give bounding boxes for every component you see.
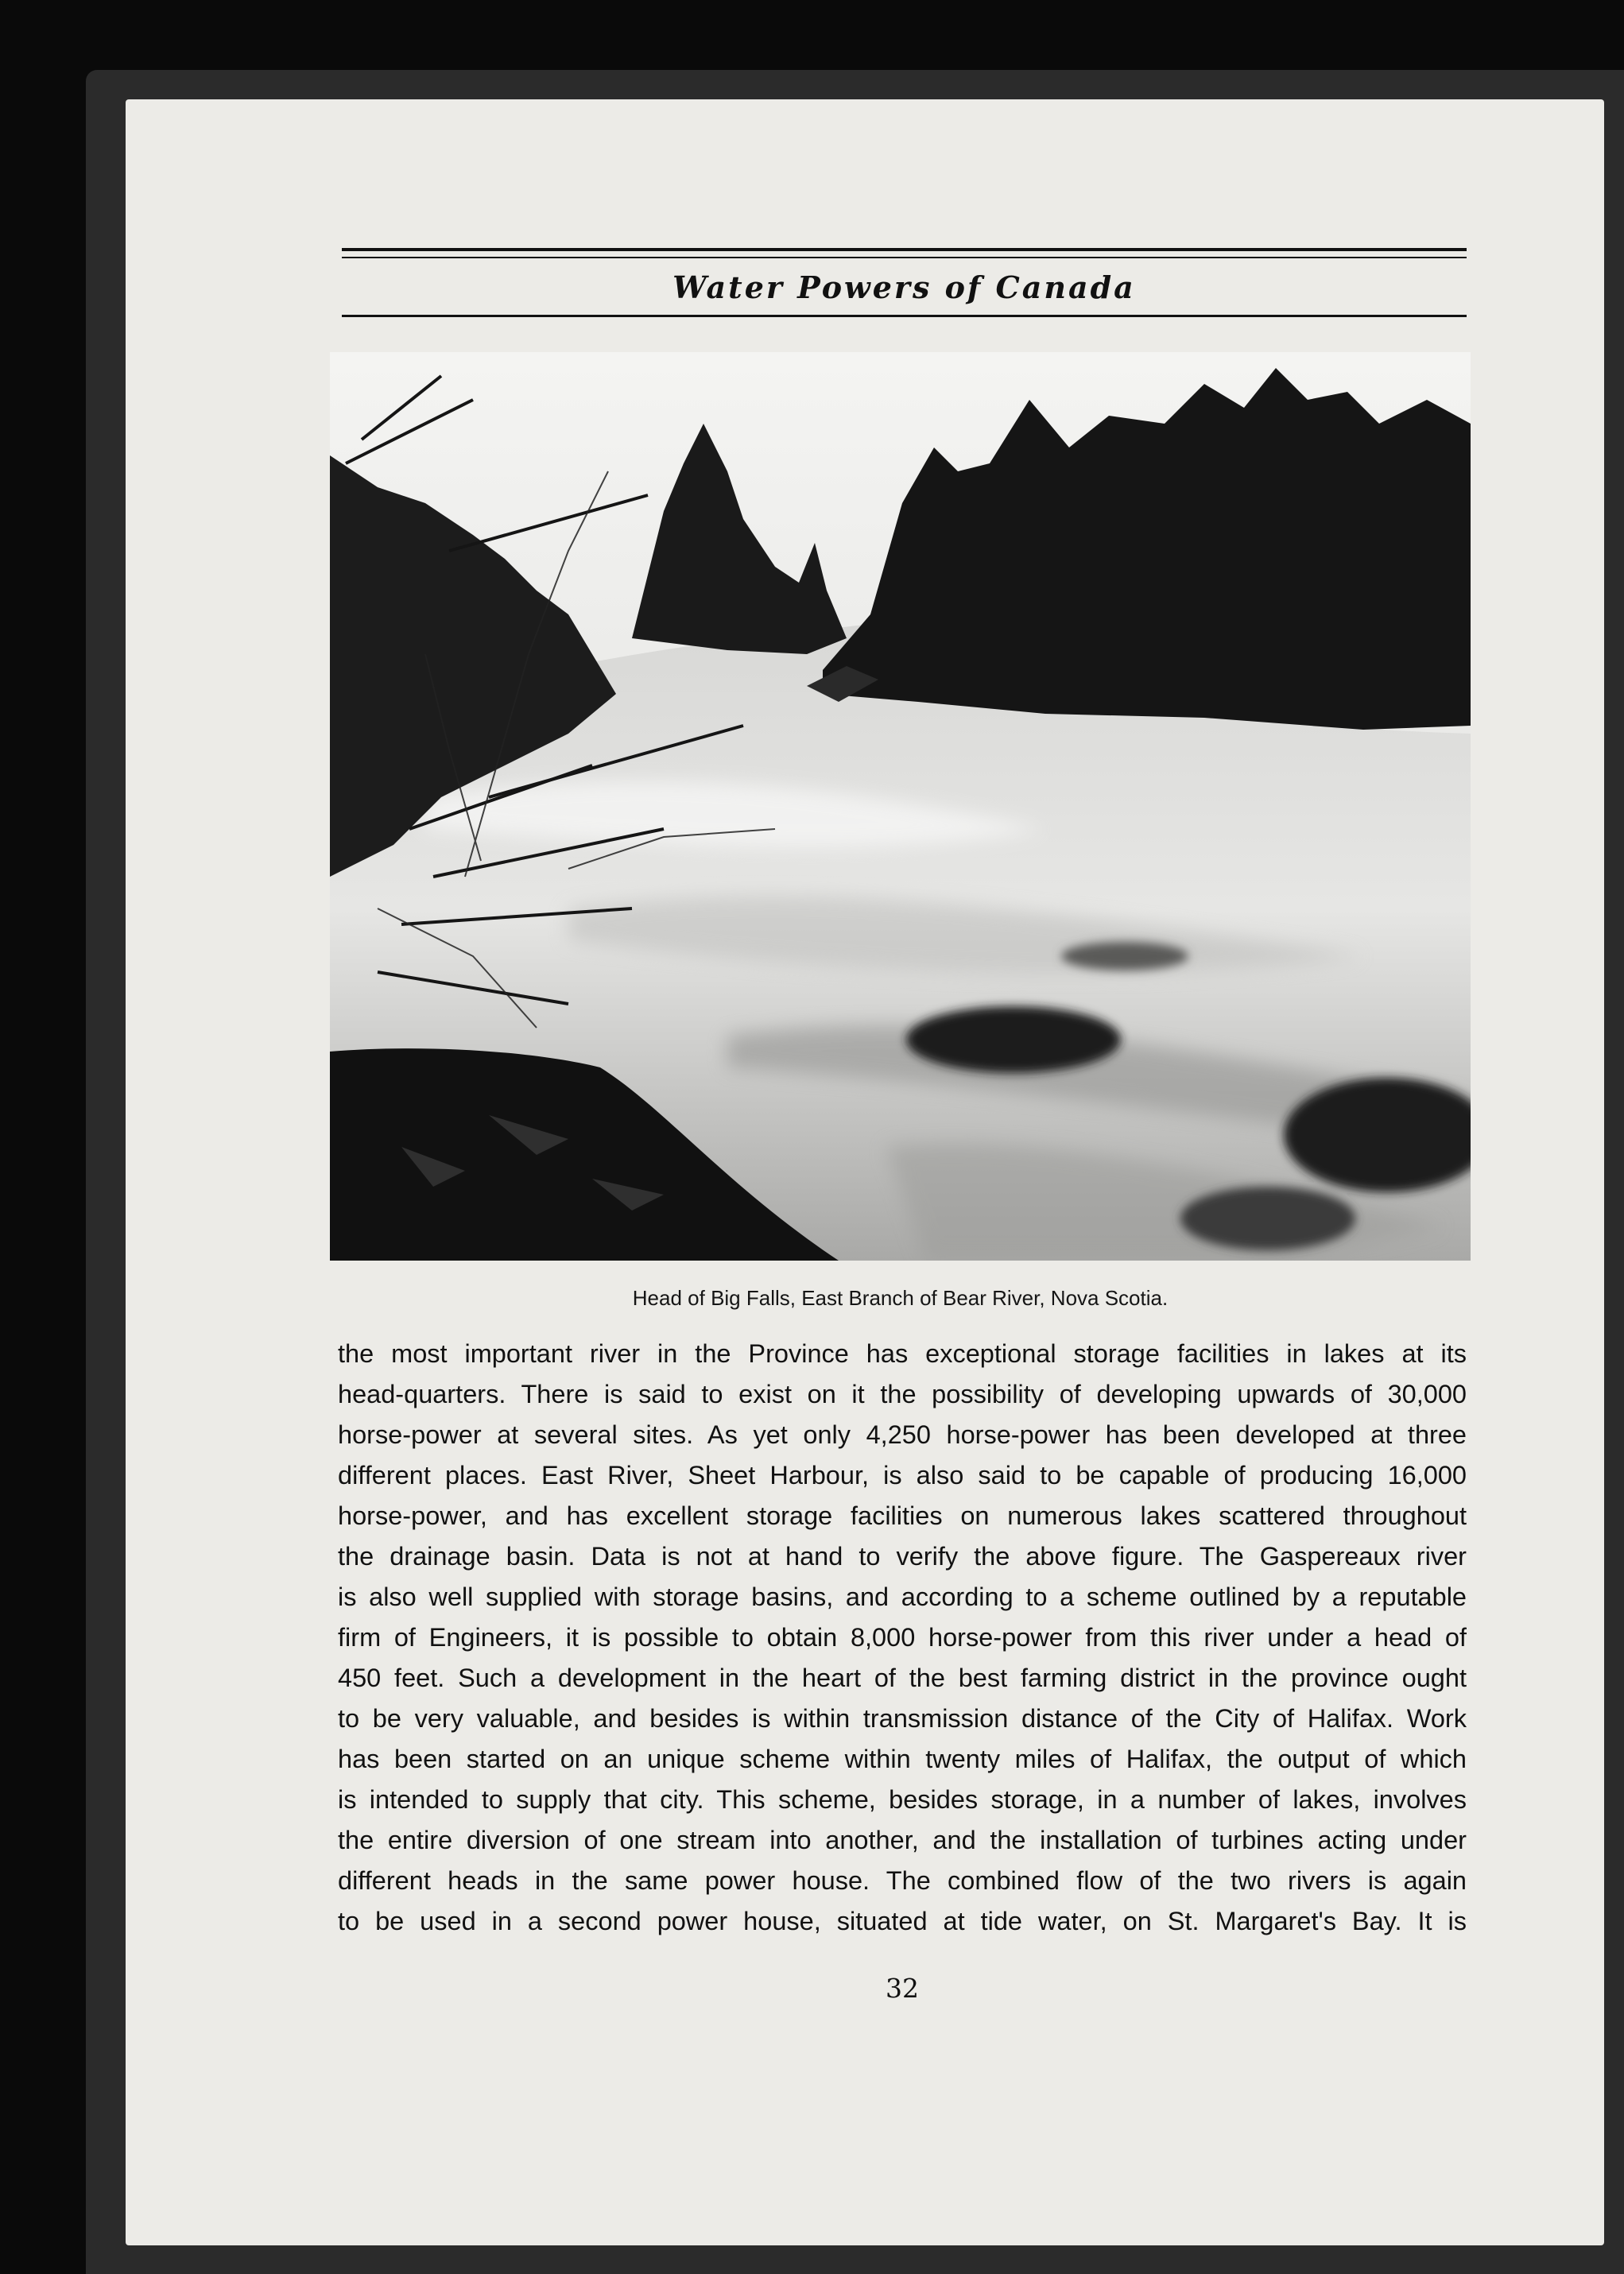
river-falls-photograph [330, 352, 1471, 1261]
text-line: horse-power, and has excellent storage facilities on numerous lakes scattered throughout [338, 1501, 1467, 1530]
page-number: 32 [886, 1973, 919, 2004]
text-line: is intended to supply that city. This scheme, besides storage, in a number of lakes, involves [338, 1785, 1467, 1814]
text-line: firm of Engineers, it is possible to obtain 8,000 horse-power from this river under a head of [338, 1623, 1467, 1652]
text-line: different places. East River, Sheet Harbour, is also said to be capable of producing 16,000 [338, 1461, 1467, 1490]
figure-caption: Head of Big Falls, East Branch of Bear River, Nova Scotia. [632, 1286, 1169, 1310]
text-line: to be used in a second power house, situated at tide water, on St. Margaret's Bay. It is [338, 1907, 1467, 1935]
text-line: the drainage basin. Data is not at hand to verify the above figure. The Gaspereaux river [338, 1542, 1467, 1571]
text-line: horse-power at several sites. As yet only 4,250 horse-power has been developed at three [338, 1420, 1467, 1449]
header-rule-top [342, 248, 1467, 251]
body-text [338, 1334, 1467, 1942]
running-head: Water Powers of Canada [672, 269, 1136, 305]
header-rule-bottom [342, 315, 1467, 317]
text-line: the entire diversion of one stream into another, and the installation of turbines acting under [338, 1826, 1467, 1854]
text-line: 450 feet. Such a development in the heart of the best farming district in the province ought [338, 1664, 1467, 1692]
text-line: head-quarters. There is said to exist on it the possibility of developing upwards of 30,000 [338, 1380, 1467, 1408]
text-line: different heads in the same power house. The combined flow of the two rivers is again [338, 1866, 1467, 1895]
text-line: has been started on an unique scheme within twenty miles of Halifax, the output of which [338, 1745, 1467, 1773]
text-line: is also well supplied with storage basins, and according to a scheme outlined by a reputable [338, 1583, 1467, 1611]
header-rule-top-thin [342, 257, 1467, 258]
text-line: to be very valuable, and besides is within transmission distance of the City of Halifax. Work [338, 1704, 1467, 1733]
text-line: the most important river in the Province has exceptional storage facilities in lakes at its [338, 1339, 1467, 1368]
